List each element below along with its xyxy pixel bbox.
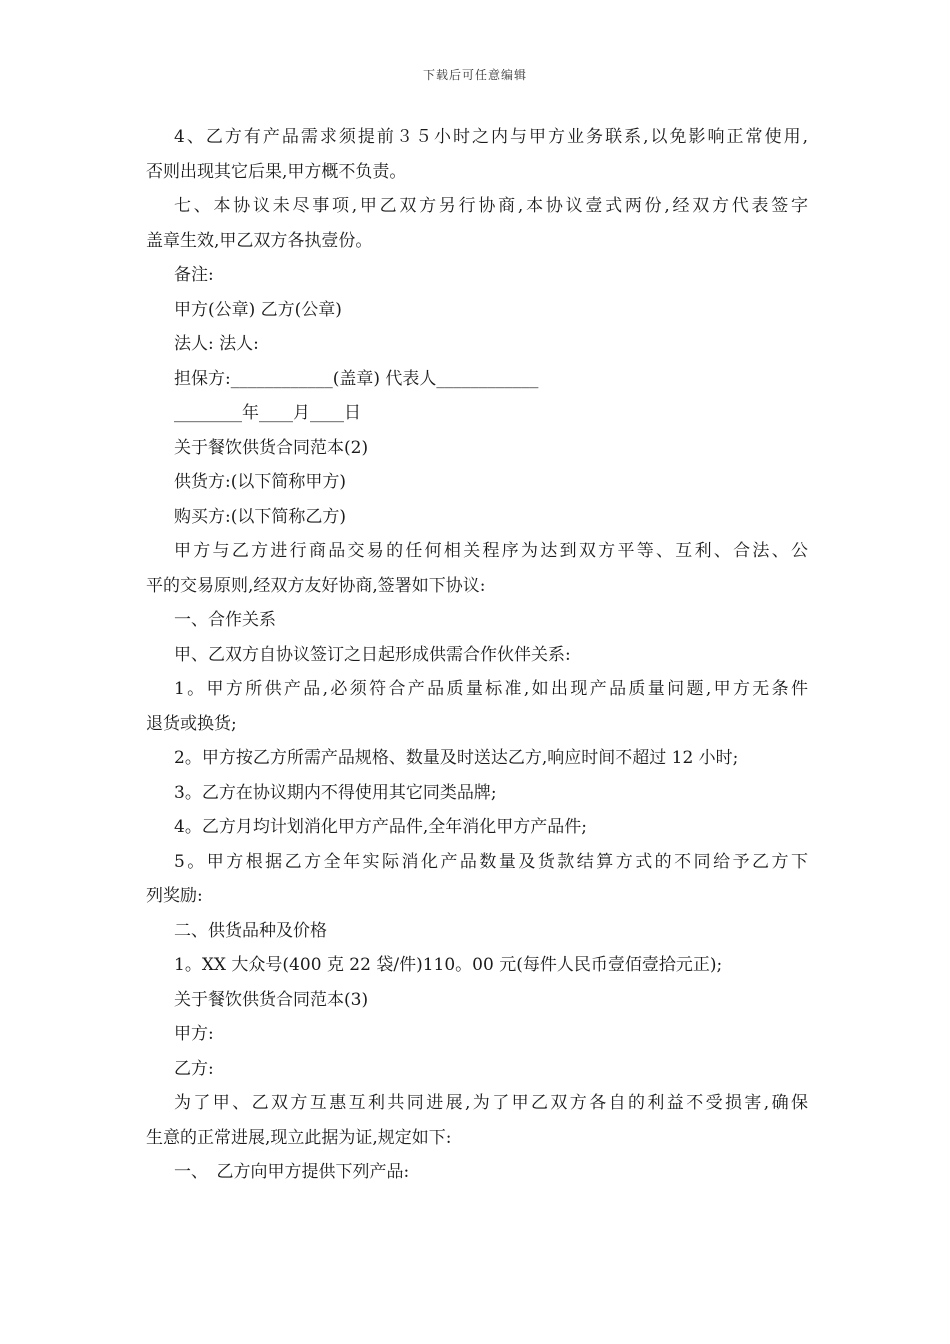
paragraph-line: 1。XX 大众号(400 克 22 袋/件)110。00 元(每件人民币壹佰壹拾元正); (174, 955, 723, 975)
paragraph-line: ________年____月____日 (174, 403, 361, 423)
paragraph-line: 甲、乙双方自协议签订之日起形成供需合作伙伴关系: (174, 644, 571, 665)
paragraph-line: 关于餐饮供货合同范本(3) (174, 989, 369, 1010)
paragraph-line: 列奖励: (146, 886, 203, 906)
page-header: 下载后可任意编辑 (422, 68, 527, 82)
paragraph-line: 平的交易原则,经双方友好协商,签署如下协议: (146, 575, 486, 596)
paragraph-line: 供货方:(以下简称甲方) (174, 472, 346, 492)
paragraph-line: 乙方: (174, 1058, 214, 1079)
paragraph-line: 退货或换货; (146, 713, 237, 734)
paragraph-line: 二、供货品种及价格 (174, 920, 327, 941)
paragraph-line: 一、 乙方向甲方提供下列产品: (174, 1162, 410, 1182)
paragraph-line: 甲方与乙方进行商品交易的任何相关程序为达到双方平等、互利、合法、公 (174, 541, 808, 561)
paragraph-line: 备注: (174, 265, 214, 285)
paragraph-line: 3。乙方在协议期内不得使用其它同类品牌; (174, 782, 497, 803)
paragraph-line: 七、本协议未尽事项,甲乙双方另行协商,本协议壹式两份,经双方代表签字 (174, 196, 808, 216)
paragraph-line: 2。甲方按乙方所需产品规格、数量及时送达乙方,响应时间不超过 12 小时; (174, 748, 739, 768)
paragraph-line: 关于餐饮供货合同范本(2) (174, 437, 369, 458)
paragraph-line: 4、乙方有产品需求须提前３５小时之内与甲方业务联系,以免影响正常使用, (174, 127, 808, 147)
paragraph-line: 购买方:(以下简称乙方) (174, 506, 346, 527)
document-body (146, 120, 808, 1190)
paragraph-line: 甲方: (174, 1024, 214, 1044)
paragraph-line: 否则出现其它后果,甲方概不负责。 (146, 161, 407, 182)
paragraph-line: 盖章生效,甲乙双方各执壹份。 (146, 230, 373, 251)
paragraph-line: 4。乙方月均计划消化甲方产品件,全年消化甲方产品件; (174, 817, 587, 837)
paragraph-line: 法人: 法人: (174, 334, 259, 354)
paragraph-line: 生意的正常进展,现立此据为证,规定如下: (146, 1127, 452, 1148)
paragraph-line: 1。甲方所供产品,必须符合产品质量标准,如出现产品质量问题,甲方无条件 (174, 679, 808, 699)
paragraph-line: 5。甲方根据乙方全年实际消化产品数量及货款结算方式的不同给予乙方下 (174, 851, 808, 872)
paragraph-line: 一、合作关系 (174, 610, 276, 630)
paragraph-line: 甲方(公章) 乙方(公章) (174, 299, 342, 320)
paragraph-line: 担保方:____________(盖章) 代表人____________ (174, 368, 539, 389)
paragraph-line: 为了甲、乙双方互惠互利共同进展,为了甲乙双方各自的利益不受损害,确保 (174, 1093, 808, 1113)
